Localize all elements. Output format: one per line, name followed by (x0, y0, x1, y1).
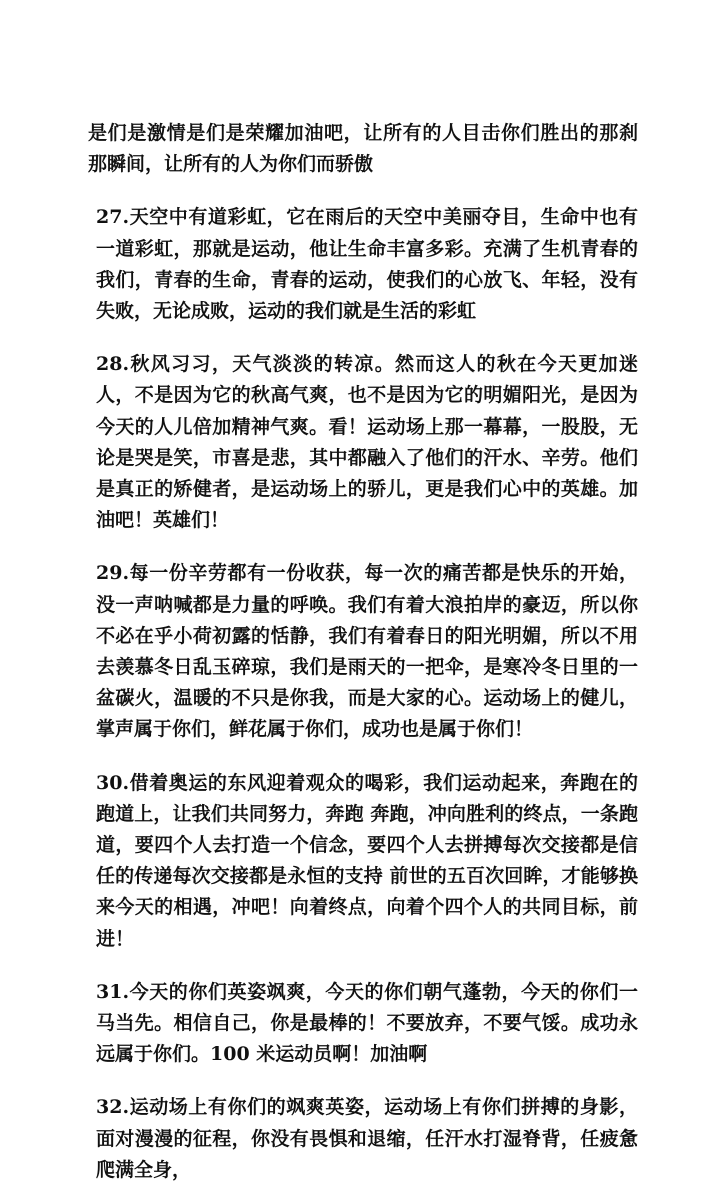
paragraph-28: 28.秋风习习，天气淡淡的转凉。然而这人的秋在今天更加迷人，不是因为它的秋高气爽，也不是因为它的明媚阳光，是因为今天的人儿倍加精神气爽。看！运动场上那一幕幕，一股股，无论是哭是笑，市喜是悲，其中都融入了他们的汗水、辛劳。他们是真正的矫健者，是运动场上的骄儿，更是我们心中的英雄。加油吧！英雄们！ (96, 353, 638, 532)
paragraph-26-continuation: 是们是激情是们是荣耀加油吧，让所有的人目击你们胜出的那刹那瞬间，让所有的人为你们而骄傲 (88, 122, 638, 176)
paragraph-31: 31.今天的你们英姿飒爽，今天的你们朝气蓬勃，今天的你们一马当先。相信自己，你是最棒的！不要放弃，不要气馁。成功永远属于你们。100 米运动员啊！加油啊 (96, 980, 638, 1066)
paragraph-29: 29.每一份辛劳都有一份收获，每一次的痛苦都是快乐的开始，没一声呐喊都是力量的呼唤。我们有着大浪拍岸的豪迈，所以你不必在乎小荷初露的恬静，我们有着春日的阳光明媚，所以不用去羡慕冬日乱玉碎琼，我们是雨天的一把伞，是寒冷冬日里的一盆碳火，温暖的不只是你我，而是大家的心。运动场上的健儿，掌声属于你们，鲜花属于你们，成功也是属于你们！ (96, 562, 638, 741)
paragraph-27: 27.天空中有道彩虹，它在雨后的天空中美丽夺目，生命中也有一道彩虹，那就是运动，他让生命丰富多彩。充满了生机青春的我们，青春的生命，青春的运动，使我们的心放飞、年轻，没有失败，无论成败，运动的我们就是生活的彩虹 (96, 206, 638, 323)
paragraph-32: 32.运动场上有你们的飒爽英姿，运动场上有你们拼搏的身影，面对漫漫的征程，你没有畏惧和退缩，任汗水打湿脊背，任疲惫爬满全身， (96, 1096, 638, 1181)
paragraph-30: 30.借着奥运的东风迎着观众的喝彩，我们运动起来，奔跑在的跑道上，让我们共同努力，奔跑 奔跑，冲向胜利的终点，一条跑道，要四个人去打造一个信念，要四个人去拼搏每次交接都是信任的传递每次交接都是永恒的支持 前世的五百次回眸，才能够换来今天的相遇，冲吧！向着终点，向着个四个人的共同目标，前进！ (96, 771, 638, 950)
